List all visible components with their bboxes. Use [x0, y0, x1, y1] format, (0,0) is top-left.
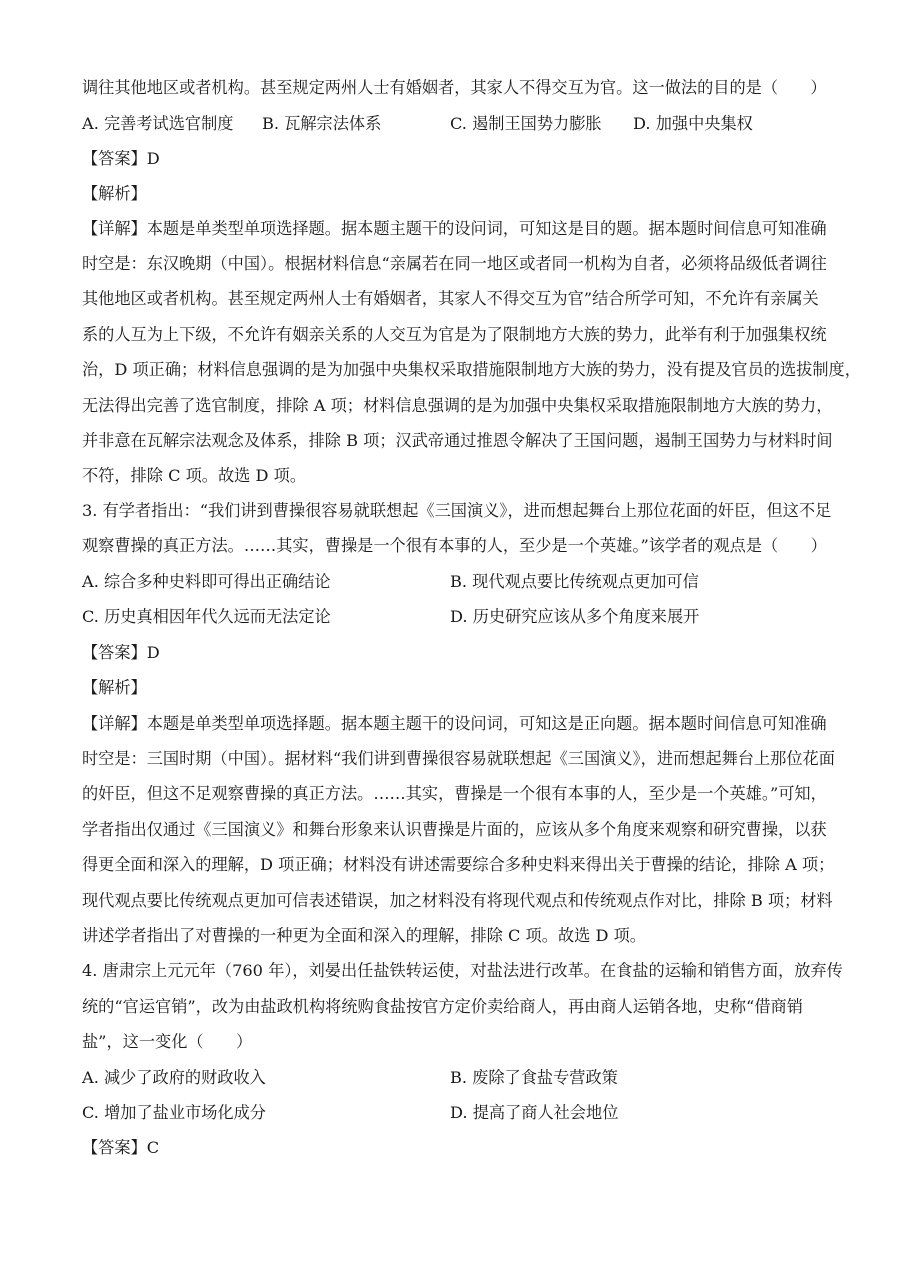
- q3-analysis-label: 【解析】: [82, 678, 147, 697]
- q2-analysis-label: 【解析】: [82, 184, 147, 203]
- q2-detail-line: 系的人互为上下级，不允许有姻亲关系的人交互为官是为了限制地方大族的势力，此举有利于加强集权统: [82, 325, 827, 344]
- q2-detail-line: 无法得出完善了选官制度，排除 A 项；材料信息强调的是为加强中央集权采取措施限制地方大族的势力，: [82, 396, 833, 415]
- q2-detail-line: 时空是：东汉晚期（中国）。根据材料信息“亲属若在同一地区或者同一机构为自者，必须将品级低者调往: [82, 254, 827, 273]
- q3-option-d: D. 历史研究应该从多个角度来展开: [450, 607, 700, 626]
- q4-stem-line: 盐”，这一变化（ ）: [82, 1032, 253, 1051]
- q3-option-a: A. 综合多种史料即可得出正确结论: [82, 572, 331, 591]
- q4-answer: 【答案】C: [82, 1138, 160, 1157]
- q2-stem-line: 调往其他地区或者机构。甚至规定两州人士有婚姻者，其家人不得交互为官。这一做法的目的是（ ）: [82, 78, 827, 97]
- q4-option-d: D. 提高了商人社会地位: [450, 1103, 619, 1122]
- q3-option-c: C. 历史真相因年代久远而无法定论: [82, 607, 331, 626]
- q4-stem-line: 4. 唐肃宗上元元年（760 年），刘晏出任盐铁转运使，对盐法进行改革。在食盐的运输和销售方面，放弃传: [82, 961, 843, 980]
- q3-detail-line: 现代观点要比传统观点更加可信表述错误，加之材料没有将现代观点和传统观点作对比，排除 B 项；材料: [82, 891, 833, 910]
- q3-detail-line: 得更全面和深入的理解，D 项正确；材料没有讲述需要综合多种史料来得出关于曹操的结论，排除 A 项；: [82, 855, 835, 874]
- q3-option-b: B. 现代观点要比传统观点更加可信: [450, 572, 699, 591]
- q3-detail-line: 【详解】本题是单类型单项选择题。据本题主题干的设问词，可知这是正向题。据本题时间信息可知准确: [82, 714, 827, 733]
- q4-option-b: B. 废除了食盐专营政策: [450, 1068, 618, 1087]
- q2-option-c: C. 遏制王国势力膨胀: [450, 114, 602, 133]
- q2-detail-line: 【详解】本题是单类型单项选择题。据本题主题干的设问词，可知这是目的题。据本题时间信息可知准确: [82, 219, 827, 238]
- q2-detail-line: 并非意在瓦解宗法观念及体系，排除 B 项；汉武帝通过推恩令解决了王国问题，遏制王国势力与材料时间: [82, 431, 833, 450]
- q3-answer: 【答案】D: [82, 643, 160, 662]
- q2-option-b: B. 瓦解宗法体系: [262, 114, 382, 133]
- q3-detail-line: 时空是：三国时期（中国）。据材料“我们讲到曹操很容易就联想起《三国演义》，进而想起舞台上那位花面: [82, 749, 835, 768]
- q3-detail-line: 学者指出仅通过《三国演义》和舞台形象来认识曹操是片面的，应该从多个角度来观察和研究曹操，以获: [82, 820, 827, 839]
- q4-stem-line: 统的“官运官销”，改为由盐政机构将统购食盐按官方定价卖给商人，再由商人运销各地，史称“借商销: [82, 997, 803, 1016]
- q4-option-c: C. 增加了盐业市场化成分: [82, 1103, 266, 1122]
- q3-stem-line: 观察曹操的真正方法。……其实，曹操是一个很有本事的人，至少是一个英雄。”该学者的观点是（ ）: [82, 536, 827, 555]
- q2-detail-line: 其他地区或者机构。甚至规定两州人士有婚姻者，其家人不得交互为官”结合所学可知，不允许有亲属关: [82, 289, 819, 308]
- q2-answer: 【答案】D: [82, 149, 160, 168]
- q3-detail-line: 的奸臣，但这不足观察曹操的真正方法。……其实，曹操是一个很有本事的人，至少是一个英雄。”可知，: [82, 784, 827, 803]
- q4-option-a: A. 减少了政府的财政收入: [82, 1068, 266, 1087]
- q2-option-a: A. 完善考试选官制度: [82, 114, 234, 133]
- q3-stem-line: 3. 有学者指出：“我们讲到曹操很容易就联想起《三国演义》，进而想起舞台上那位花面的奸臣，但这不足: [82, 501, 832, 520]
- q2-option-d: D. 加强中央集权: [633, 114, 753, 133]
- q3-detail-line: 讲述学者指出了对曹操的一种更为全面和深入的理解，排除 C 项。故选 D 项。: [82, 926, 646, 945]
- q2-detail-line: 不符，排除 C 项。故选 D 项。: [82, 466, 307, 485]
- q2-detail-line: 治，D 项正确；材料信息强调的是为加强中央集权采取措施限制地方大族的势力，没有提及官员的选拔制度，: [82, 360, 861, 379]
